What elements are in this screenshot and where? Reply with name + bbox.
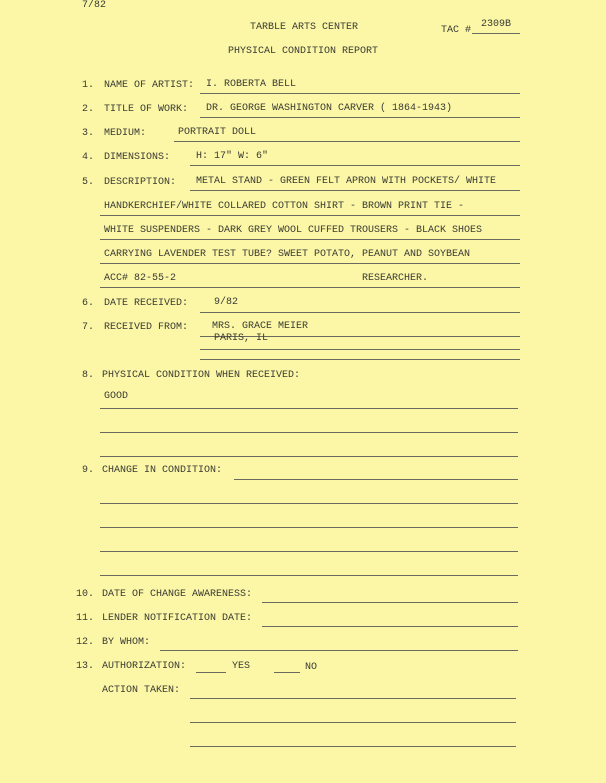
action-taken-line xyxy=(190,698,516,699)
action-taken-label: ACTION TAKEN: xyxy=(102,685,181,696)
organization-name: TARBLE ARTS CENTER xyxy=(250,22,359,33)
change-line xyxy=(100,527,518,528)
artist-line xyxy=(200,93,520,94)
description-rule xyxy=(100,239,520,240)
received-from-label: RECEIVED FROM: xyxy=(104,322,189,333)
item-number: 12. xyxy=(75,637,94,648)
date-received-label: DATE RECEIVED: xyxy=(104,298,189,309)
condition-received-value: GOOD xyxy=(104,391,129,402)
change-awareness-line xyxy=(262,602,518,603)
action-taken-line xyxy=(190,722,516,723)
action-taken-line xyxy=(190,746,516,747)
description-rule xyxy=(100,263,520,264)
change-label: CHANGE IN CONDITION: xyxy=(102,465,223,476)
change-line xyxy=(100,551,518,552)
by-whom-line xyxy=(160,650,518,651)
change-line xyxy=(100,575,518,576)
description-rule xyxy=(100,287,520,288)
date-mark: 7/82 xyxy=(82,0,107,11)
received-from-line xyxy=(200,349,520,350)
medium-line xyxy=(174,141,520,142)
description-rule xyxy=(190,190,520,191)
condition-line xyxy=(100,432,518,433)
accession-number: ACC# 82-55-2 xyxy=(104,273,177,284)
artist-label: NAME OF ARTIST: xyxy=(104,80,195,91)
authorization-yes: YES xyxy=(232,661,251,672)
medium-label: MEDIUM: xyxy=(104,128,147,139)
description-line-2: HANDKERCHIEF/WHITE COLLARED COTTON SHIRT - BROWN PRINT TIE - xyxy=(104,201,465,212)
tac-label: TAC # xyxy=(441,25,472,36)
received-from-value: MRS. GRACE MEIER xyxy=(212,321,309,332)
authorization-yes-line xyxy=(196,672,226,673)
title-line xyxy=(200,117,520,118)
dimensions-line xyxy=(190,165,520,166)
description-tail: RESEARCHER. xyxy=(362,273,429,284)
description-line-4: CARRYING LAVENDER TEST TUBE? SWEET POTATO, PEANUT AND SOYBEAN xyxy=(104,249,471,260)
item-number: 11. xyxy=(75,613,94,624)
artist-value: I. ROBERTA BELL xyxy=(206,79,297,90)
item-number: 1. xyxy=(81,80,94,91)
item-number: 10. xyxy=(75,589,94,600)
condition-line xyxy=(100,408,518,409)
change-line xyxy=(234,479,518,480)
condition-line xyxy=(100,456,518,457)
authorization-no: NO xyxy=(305,662,318,673)
dimensions-label: DIMENSIONS: xyxy=(104,152,171,163)
item-number: 8. xyxy=(81,370,94,381)
item-number: 2. xyxy=(81,104,94,115)
description-label: DESCRIPTION: xyxy=(104,177,177,188)
description-line-1: METAL STAND - GREEN FELT APRON WITH POCKETS/ WHITE xyxy=(196,176,497,187)
item-number: 5. xyxy=(81,177,94,188)
medium-value: PORTRAIT DOLL xyxy=(178,127,257,138)
condition-received-label: PHYSICAL CONDITION WHEN RECEIVED: xyxy=(102,370,301,381)
tac-number: 2309B xyxy=(481,19,512,30)
date-received-value: 9/82 xyxy=(214,297,239,308)
by-whom-label: BY WHOM: xyxy=(102,637,151,648)
received-from-line xyxy=(200,359,520,360)
description-line-3: WHITE SUSPENDERS - DARK GREY WOOL CUFFED TROUSERS - BLACK SHOES xyxy=(104,225,483,236)
change-line xyxy=(100,503,518,504)
item-number: 4. xyxy=(81,152,94,163)
item-number: 7. xyxy=(81,322,94,333)
lender-notification-line xyxy=(262,626,518,627)
tac-underline xyxy=(472,33,520,34)
dimensions-value: H: 17" W: 6" xyxy=(196,151,269,162)
authorization-label: AUTHORIZATION: xyxy=(102,661,187,672)
received-from-city: PARIS, IL xyxy=(214,333,269,344)
change-awareness-label: DATE OF CHANGE AWARENESS: xyxy=(102,589,253,600)
title-label: TITLE OF WORK: xyxy=(104,104,189,115)
item-number: 3. xyxy=(81,128,94,139)
lender-notification-label: LENDER NOTIFICATION DATE: xyxy=(102,613,253,624)
item-number: 9. xyxy=(81,465,94,476)
report-title: PHYSICAL CONDITION REPORT xyxy=(228,46,379,57)
item-number: 13. xyxy=(75,661,94,672)
date-received-line xyxy=(200,312,520,313)
authorization-no-line xyxy=(274,672,300,673)
title-value: DR. GEORGE WASHINGTON CARVER ( 1864-1943) xyxy=(206,103,453,114)
item-number: 6. xyxy=(81,298,94,309)
description-rule xyxy=(100,215,520,216)
